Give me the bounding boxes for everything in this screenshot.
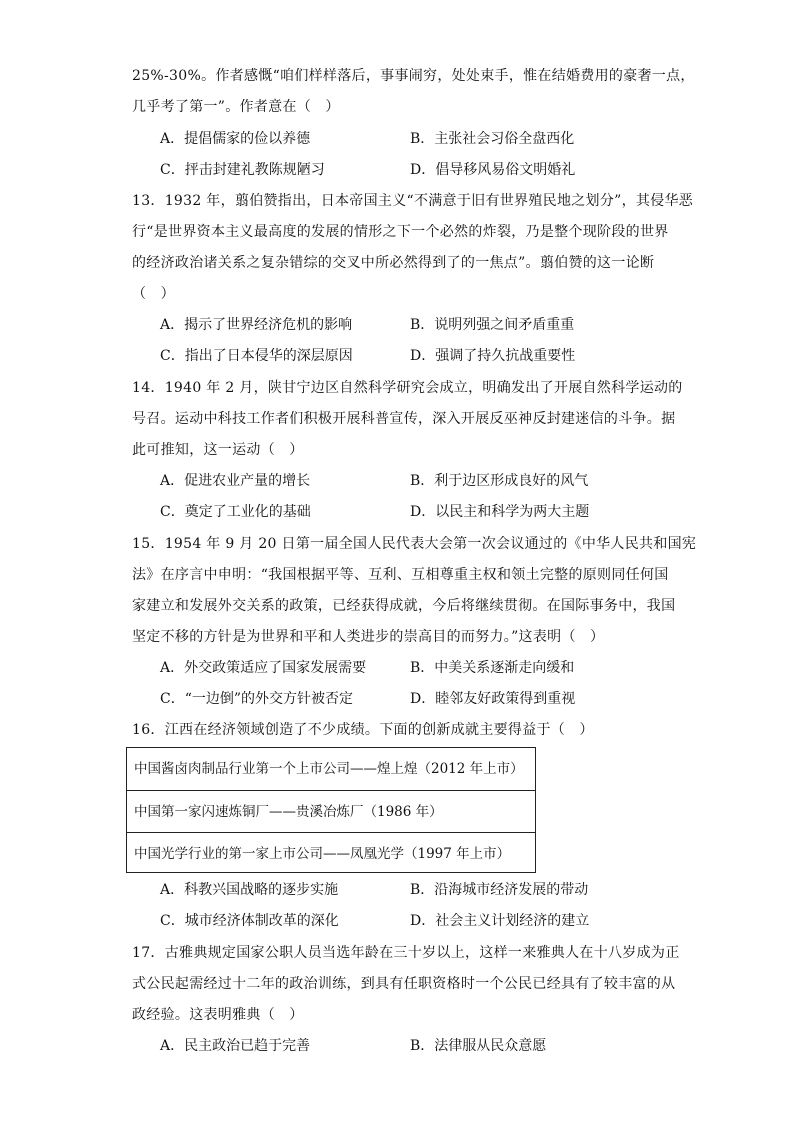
table-row [127,748,535,790]
q16-option-b[interactable]: B．沿海城市经济发展的带动 [410,882,589,898]
q17-option-b[interactable]: B．法律服从民众意愿 [410,1038,547,1054]
q14-stem-line-1: 14．1940 年 2 月，陕甘宁边区自然科学研究会成立，明确发出了开展自然科学运动的 [132,380,683,396]
q13-stem-line-1: 13．1932 年，翦伯赞指出，日本帝国主义“不满意于旧有世界殖民地之划分”，其侵华恶 [132,193,694,209]
q15-option-d[interactable]: D．睦邻友好政策得到重视 [410,691,576,707]
q15-stem-line-3: 家建立和发展外交关系的政策，已经获得成就，今后将继续贯彻。在国际事务中，我国 [132,598,676,614]
q15-stem-line-4: 坚定不移的方针是为世界和平和人类进步的崇高目的而努力。”这表明（ ） [132,629,605,645]
q14-stem-line-3: 此可推知，这一运动（ ） [132,442,304,458]
q14-stem-line-2: 号召。运动中科技工作者们积极开展科普宣传，深入开展反巫神反封建迷信的斗争。据 [132,411,676,427]
q12-option-c[interactable]: C．抨击封建礼教陈规陋习 [160,162,325,178]
q16-achievements-table [126,747,536,873]
q16-option-c[interactable]: C．城市经济体制改革的深化 [160,913,339,929]
q13-option-c[interactable]: C．指出了日本侵华的深层原因 [160,348,353,364]
q16-option-d[interactable]: D．社会主义计划经济的建立 [410,913,590,929]
q14-option-c[interactable]: C．奠定了工业化的基础 [160,504,311,520]
q15-option-b[interactable]: B．中美关系逐渐走向缓和 [410,660,575,676]
q12-option-a[interactable]: A．提倡儒家的俭以养德 [160,131,311,147]
q17-option-a[interactable]: A．民主政治已趋于完善 [160,1038,311,1054]
q13-option-d[interactable]: D．强调了持久抗战重要性 [410,348,576,364]
q15-stem-line-1: 15．1954 年 9 月 20 日第一届全国人民代表大会第一次会议通过的《中华人民共和国宪 [132,536,697,552]
q14-option-a[interactable]: A．促进农业产量的增长 [160,473,311,489]
q13-option-a[interactable]: A．揭示了世界经济危机的影响 [160,317,353,333]
q13-option-b[interactable]: B．说明列强之间矛盾重重 [410,317,575,333]
table-row [127,832,535,874]
q17-stem-line-2: 式公民起需经过十二年的政治训练，到具有任职资格时一个公民已经具有了较丰富的从 [132,976,676,992]
table-row [127,790,535,832]
q16-option-a[interactable]: A．科教兴国战略的逐步实施 [160,882,339,898]
q14-option-d[interactable]: D．以民主和科学为两大主题 [410,504,590,520]
q13-stem-line-2: 行“是世界资本主义最高度的发展的情形之下一个必然的炸裂，乃是整个现阶段的世界 [132,224,669,240]
q15-option-a[interactable]: A．外交政策适应了国家发展需要 [160,660,367,676]
q17-stem-line-3: 政经验。这表明雅典（ ） [132,1007,304,1023]
q12-stem-line-2: 几乎考了第一”。作者意在（ ） [132,99,340,115]
table-cell: 中国酱卤肉制品行业第一个上市公司——煌上煌（2012 年上市） [134,761,524,777]
table-cell: 中国光学行业的第一家上市公司——凤凰光学（1997 年上市） [134,846,511,862]
q15-option-c[interactable]: C．“一边倒”的外交方针被否定 [160,691,354,707]
q12-stem-line-1: 25%-30%。作者感慨“咱们样样落后，事事闹穷，处处束手，惟在结婚费用的豪奢一点， [132,68,695,84]
q12-option-d[interactable]: D．倡导移风易俗文明婚礼 [410,162,576,178]
table-cell: 中国第一家闪速炼铜厂——贵溪冶炼厂（1986 年） [134,804,443,820]
q13-stem-line-3: 的经济政治诸关系之复杂错综的交叉中所必然得到了的一焦点”。翦伯赞的这一论断 [132,255,655,271]
q14-option-b[interactable]: B．利于边区形成良好的风气 [410,473,589,489]
q13-stem-line-4: （ ） [132,286,175,302]
q17-stem-line-1: 17．古雅典规定国家公职人员当选年龄在三十岁以上，这样一来雅典人在十八岁成为正 [132,945,680,961]
q12-option-b[interactable]: B．主张社会习俗全盘西化 [410,131,575,147]
q16-stem-line-1: 16．江西在经济领域创造了不少成绩。下面的创新成就主要得益于（ ） [132,722,594,738]
q15-stem-line-2: 法》在序言中申明：“我国根据平等、互利、互相尊重主权和领土完整的原则同任何国 [132,567,669,583]
